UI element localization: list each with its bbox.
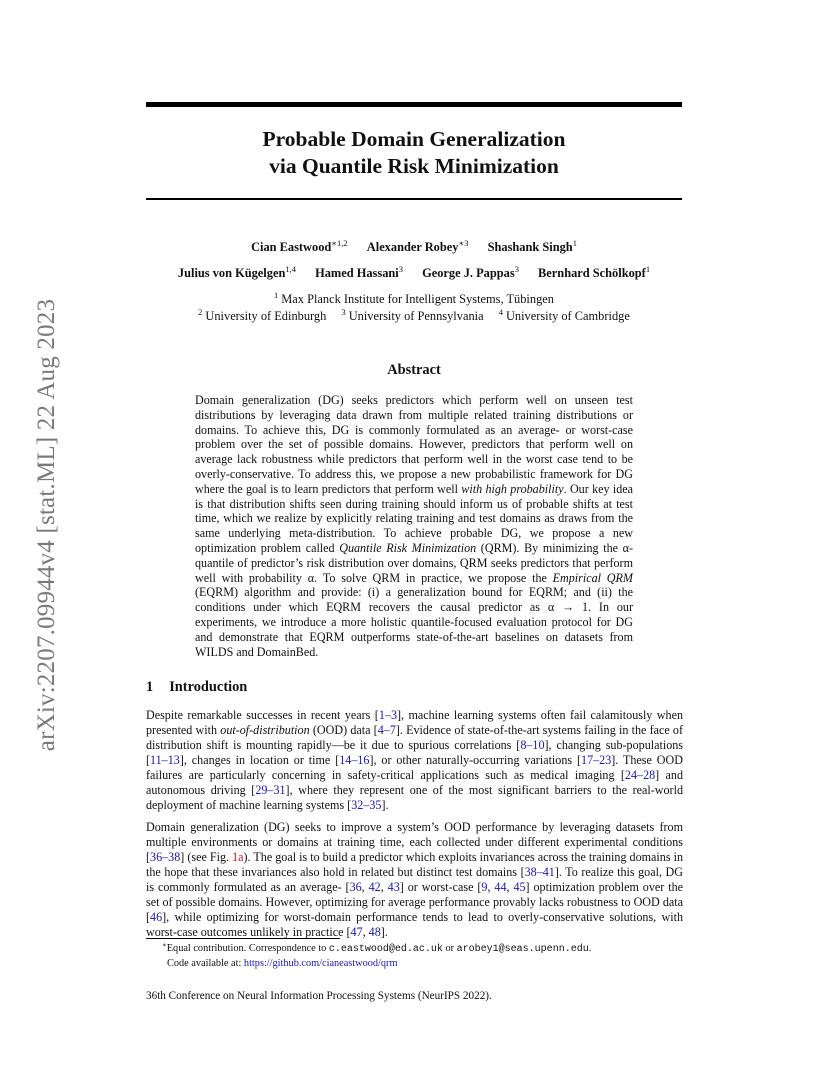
text-span: ], changes in location or time [ bbox=[179, 753, 340, 767]
author bbox=[367, 240, 469, 254]
abstract-span: Domain generalization (DG) seeks predictors which perform well on unseen test distributions by leveraging data drawn from multiple related training distributions or domains. To achieve this, DG is commonly formulated as an average- or worst-case problem over the set of possible domains. However, predictors that perform well on average lack robustness while predictors that perform well in the worst case tend to be overly-conservative. To address this, we propose a new probabilistic framework for DG where the goal is to learn predictors that perform well bbox=[195, 393, 633, 496]
citation-link[interactable]: 17–23 bbox=[581, 753, 612, 767]
author bbox=[251, 240, 348, 254]
title-line-1: Probable Domain Generalization bbox=[262, 127, 566, 151]
affiliation bbox=[499, 309, 630, 323]
footnote-text: Code available at: bbox=[167, 958, 244, 969]
paragraph bbox=[146, 820, 683, 940]
text-span: ] or worst-case [ bbox=[399, 880, 482, 894]
text-span: ] (see Fig. bbox=[180, 850, 233, 864]
affiliation bbox=[198, 309, 326, 323]
section-heading bbox=[146, 679, 247, 696]
text-span: ], changing sub-populations [ bbox=[146, 738, 683, 767]
author-name: Julius von Kügelgen bbox=[177, 266, 286, 280]
author-name: Bernhard Schölkopf bbox=[538, 266, 646, 280]
citation-link[interactable]: 4–7 bbox=[377, 723, 396, 737]
text-span: Domain generalization (DG) seeks to improve a system’s OOD performance by leveraging datasets from multiple environments or domains at training time, each collected under different experimental conditions [ bbox=[146, 820, 683, 864]
author-name: Shashank Singh bbox=[487, 240, 573, 254]
footnote-line bbox=[146, 942, 686, 957]
author-row bbox=[146, 260, 682, 286]
email-address: c.eastwood@ed.ac.uk bbox=[328, 944, 443, 955]
footnote bbox=[146, 942, 686, 971]
text-span: ]. These OOD failures are particularly concerning in safety-critical applications such as medical imaging [ bbox=[146, 753, 683, 782]
author bbox=[315, 266, 403, 280]
abstract-emphasis: with high probability bbox=[461, 481, 564, 496]
citation-link[interactable]: 29–31 bbox=[255, 783, 286, 797]
citation-link[interactable]: 36 bbox=[349, 880, 362, 894]
title-bottom-rule bbox=[146, 198, 682, 200]
author-affil-mark: 3 bbox=[398, 264, 403, 274]
affiliation-mark: 3 bbox=[341, 307, 346, 317]
title-line-2: via Quantile Risk Minimization bbox=[269, 154, 559, 178]
author-affil-mark: 1 bbox=[572, 238, 577, 248]
text-span: ], machine learning systems often fail calamitously when presented with bbox=[146, 708, 683, 737]
text-span: ]. To realize this goal, DG is commonly formulated as an average- [ bbox=[146, 865, 683, 894]
code-link[interactable]: https://github.com/cianeastwood/qrm bbox=[243, 958, 398, 969]
citation-link[interactable]: 46 bbox=[150, 910, 163, 924]
title-top-rule bbox=[146, 102, 682, 107]
affiliation-mark: 2 bbox=[198, 307, 203, 317]
citation-link[interactable]: 1–3 bbox=[378, 708, 397, 722]
text-span: ). The goal is to build a predictor which exploits invariances across the training domains in the hope that these invariances also hold in related but distinct test domains [ bbox=[146, 850, 683, 879]
abstract-text bbox=[195, 393, 633, 659]
figure-link[interactable]: 1a bbox=[232, 850, 244, 864]
affiliation-row bbox=[146, 291, 682, 308]
author bbox=[178, 266, 296, 280]
text-span: , bbox=[380, 880, 388, 894]
author-affil-mark: 1 bbox=[645, 264, 651, 274]
text-span: , bbox=[362, 925, 369, 939]
affiliation-list bbox=[146, 291, 682, 325]
author-affil-mark: ∗3 bbox=[458, 238, 469, 248]
abstract-heading: Abstract bbox=[387, 362, 441, 378]
author bbox=[488, 240, 577, 254]
footnote-text: . bbox=[588, 943, 592, 954]
text-span: ], where they represent one of the most significant barriers to the real-world deployment of machine learning systems [ bbox=[146, 783, 683, 812]
citation-link[interactable]: 44 bbox=[494, 880, 507, 894]
text-span: ] optimization problem over the set of possible domains. However, optimizing for average performance provably lacks robustness to OOD data [ bbox=[146, 880, 683, 924]
footnote-text: or bbox=[442, 943, 457, 954]
section-title: Introduction bbox=[169, 679, 248, 695]
author-name: Alexander Robey bbox=[366, 240, 459, 254]
affiliation-name: University of Pennsylvania bbox=[348, 309, 484, 323]
author-list bbox=[146, 234, 682, 286]
emphasis: out-of-distribution bbox=[220, 723, 310, 737]
text-span: ]. bbox=[380, 925, 388, 939]
text-span: , bbox=[487, 880, 495, 894]
citation-link[interactable]: 38–41 bbox=[524, 865, 555, 879]
abstract-span: (QRM). By minimizing the α-quantile of predictor’s risk distribution over domains, QRM seeks predictors that perform well with probability α. To solve QRM in practice, we propose the bbox=[195, 540, 634, 585]
paper-title bbox=[146, 126, 682, 180]
text-span: ] and autonomous driving [ bbox=[146, 768, 684, 797]
affiliation bbox=[341, 309, 483, 323]
author-name: Cian Eastwood bbox=[251, 240, 332, 254]
footnote-text: Equal contribution. Correspondence to bbox=[166, 943, 329, 954]
affiliation-mark: 1 bbox=[274, 290, 279, 300]
footnote-line bbox=[146, 957, 686, 971]
text-span: ], or other naturally-occurring variations [ bbox=[369, 753, 582, 767]
conference-notice: 36th Conference on Neural Information Processing Systems (NeurIPS 2022). bbox=[146, 990, 492, 1002]
citation-link[interactable]: 14–16 bbox=[339, 753, 370, 767]
text-span: (OOD) data [ bbox=[309, 723, 378, 737]
citation-link[interactable]: 47 bbox=[350, 925, 363, 939]
affiliation-name: Max Planck Institute for Intelligent Systems, Tübingen bbox=[281, 292, 554, 306]
text-span: ]. bbox=[381, 798, 389, 812]
author-name: Hamed Hassani bbox=[315, 266, 399, 280]
author-affil-mark: 3 bbox=[514, 264, 519, 274]
text-span: , bbox=[506, 880, 514, 894]
footnote-rule bbox=[146, 938, 340, 939]
author bbox=[422, 266, 519, 280]
author-row bbox=[146, 234, 682, 260]
section-number: 1 bbox=[146, 679, 154, 695]
arxiv-stamp: arXiv:2207.09944v4 [stat.ML] 22 Aug 2023 bbox=[33, 298, 60, 752]
abstract-span: . Our key idea is that distribution shifts seen during training should inform us of probable shifts at test time, which we realize by explicitly relating training and test domains as draws from the same underlying meta-distribution. To achieve probable DG, we propose a new optimization problem called bbox=[195, 481, 634, 555]
introduction-body bbox=[146, 708, 683, 947]
affiliation-mark: 4 bbox=[498, 307, 503, 317]
citation-link[interactable]: 48 bbox=[368, 925, 381, 939]
citation-link[interactable]: 24–28 bbox=[624, 768, 656, 782]
footnote-mark: ∗ bbox=[162, 941, 167, 949]
citation-link[interactable]: 11–13 bbox=[150, 753, 180, 767]
citation-link[interactable]: 42 bbox=[368, 880, 381, 894]
abstract-emphasis: Empirical QRM bbox=[552, 570, 633, 585]
affiliation-name: University of Edinburgh bbox=[205, 309, 327, 323]
abstract-emphasis: Quantile Risk Minimization bbox=[339, 540, 477, 555]
paragraph bbox=[146, 708, 683, 813]
text-span: ]. Evidence of state-of-the-art systems failing in the face of distribution shift is mounting rapidly—be it due to spurious correlations [ bbox=[146, 723, 683, 752]
affiliation-row bbox=[146, 308, 682, 325]
citation-link[interactable]: 45 bbox=[513, 880, 526, 894]
abstract-span: (EQRM) algorithm and provide: (i) a generalization bound for EQRM; and (ii) the conditions under which EQRM recovers the causal predictor as α → 1. In our experiments, we introduce a more holistic quantile-focused evaluation protocol for DG and demonstrate that EQRM outperforms state-of-the-art baselines on datasets from WILDS and DomainBed. bbox=[195, 585, 633, 659]
citation-link[interactable]: 9 bbox=[481, 880, 488, 894]
affiliation bbox=[274, 292, 554, 306]
author bbox=[538, 266, 650, 280]
citation-link[interactable]: 36–38 bbox=[150, 850, 181, 864]
email-address: arobey1@seas.upenn.edu bbox=[456, 944, 589, 955]
citation-link[interactable]: 8–10 bbox=[520, 738, 545, 752]
text-span: ], while optimizing for worst-domain performance tends to lead to overly-conservative solutions, with worst-case outcomes unlikely in practice [ bbox=[146, 910, 683, 939]
text-span: , bbox=[361, 880, 369, 894]
author-affil-mark: ∗1,2 bbox=[331, 238, 348, 248]
author-name: George J. Pappas bbox=[422, 266, 515, 280]
affiliation-name: University of Cambridge bbox=[505, 309, 630, 323]
citation-link[interactable]: 32–35 bbox=[351, 798, 382, 812]
citation-link[interactable]: 43 bbox=[387, 880, 400, 894]
author-affil-mark: 1,4 bbox=[285, 264, 296, 274]
text-span: Despite remarkable successes in recent years [ bbox=[146, 708, 379, 722]
